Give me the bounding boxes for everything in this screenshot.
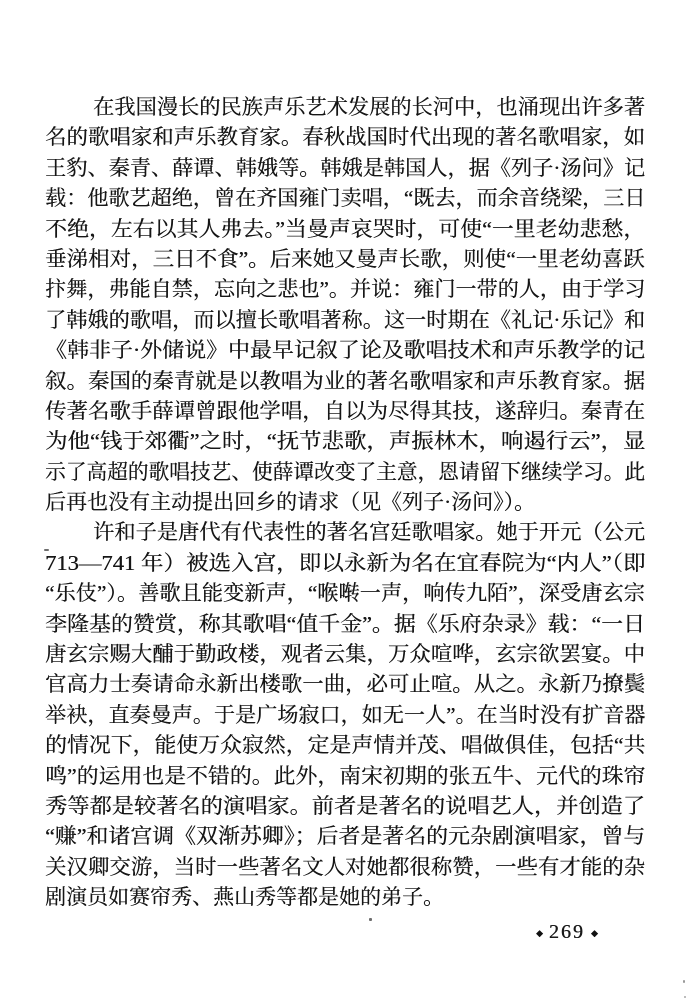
- text-line-content: 《韩非子·外储说》中最早记叙了论及歌唱技术和声乐教学的记: [45, 338, 645, 363]
- text-line-content: 关汉卿交游，当时一些著名文人对她都很称赞，一些有才能的杂: [45, 854, 645, 879]
- text-line-content: 鸣”的运用也是不错的。此外，南宋初期的张五牛、元代的珠帘: [45, 763, 646, 788]
- text-line-content: 官高力士奏请命永新出楼歌一曲，必可止喧。从之。永新乃撩鬓: [45, 672, 645, 697]
- text-line: [45, 366, 645, 396]
- scan-speck: [683, 980, 685, 983]
- text-line: [45, 335, 645, 365]
- text-line-content: 在我国漫长的民族声乐艺术发展的长河中，也涌现出许多著: [93, 95, 646, 119]
- text-line-content: 示了高超的歌唱技艺、使薛谭改变了主意，恩请留下继续学习。此: [45, 459, 645, 484]
- text-line: [45, 761, 645, 791]
- text-line: [45, 244, 645, 274]
- text-line: [45, 548, 645, 578]
- text-line: [45, 852, 645, 882]
- text-line: [45, 639, 645, 669]
- text-line-content: 后再也没有主动提出回乡的请求（见《列子·汤问》）。: [45, 490, 535, 515]
- text-line: [45, 609, 645, 639]
- text-line: [45, 92, 645, 122]
- text-line-content: 名的歌唱家和声乐教育家。春秋战国时代出现的著名歌唱家，如: [45, 125, 645, 150]
- paragraph-1: [45, 92, 645, 517]
- text-line: [45, 457, 645, 487]
- text-line-content: 垂涕相对，三日不食”。后来她又曼声长歌，则使“一里老幼喜跃: [45, 246, 645, 271]
- page-number-value: 269: [548, 921, 585, 943]
- text-line: [45, 578, 645, 608]
- text-line-content: 剧演员如赛帘秀、燕山秀等都是她的弟子。: [45, 885, 444, 910]
- text-line-content: 李隆基的赞赏，称其歌唱“值千金”。据《乐府杂录》载：“一日: [45, 611, 645, 636]
- text-line: [45, 396, 645, 426]
- text-line-content: 了韩娥的歌唱，而以擅长歌唱著称。这一时期在《礼记·乐记》和: [45, 307, 646, 332]
- text-line: [45, 183, 645, 213]
- text-line-content: 不绝，左右以其人弗去。”当曼声哀哭时，可使“一里老幼悲愁，: [45, 216, 646, 241]
- text-line: [45, 821, 645, 851]
- text-line: [45, 274, 645, 304]
- text-line-content: “赚”和诸宫调《双渐苏卿》；后者是著名的元杂剧演唱家，曾与: [45, 824, 646, 849]
- text-line-content: 载：他歌艺超绝，曾在齐国雍门卖唱，“既去，而余音绕梁，三日: [45, 186, 646, 211]
- text-line-content: 王豹、秦青、薛谭、韩娥等。韩娥是韩国人，据《列子·汤问》记: [45, 155, 646, 180]
- text-line-content: 传著名歌手薛谭曾跟他学唱，自以为尽得其技，遂辞归。秦青在: [45, 398, 645, 423]
- text-line: [45, 122, 645, 152]
- diamond-dot-icon: ◆: [536, 928, 543, 938]
- scan-speck: [684, 996, 686, 998]
- text-line-content: 秀等都是较著名的演唱家。前者是著名的说唱艺人，并创造了: [45, 793, 645, 818]
- text-line-content: 举袂，直奏曼声。于是广场寂口，如无一人”。在当时没有扩音器: [45, 702, 646, 727]
- text-line-content: 713—741 年）被选入宫，即以永新为名在宜春院为“内人”（即: [45, 550, 646, 575]
- text-line: [45, 700, 645, 730]
- text-line: [45, 669, 645, 699]
- body-text: [45, 92, 645, 913]
- scan-speck: [44, 549, 49, 551]
- text-line-content: 唐玄宗赐大酺于勤政楼，观者云集，万众喧哗，玄宗欲罢宴。中: [45, 642, 645, 667]
- text-line-content: 许和子是唐代有代表性的著名宫廷歌唱家。她于开元（公元: [93, 520, 646, 545]
- page-number: [530, 920, 604, 944]
- text-line: [45, 153, 645, 183]
- text-line-content: 叙。秦国的秦青就是以教唱为业的著名歌唱家和声乐教育家。据: [45, 368, 645, 393]
- text-line: [45, 517, 645, 547]
- text-line-content: 的情况下，能使万众寂然，定是声情并茂、唱做俱佳，包括“共: [45, 733, 646, 758]
- text-line: [45, 730, 645, 760]
- scan-speck: [369, 918, 372, 921]
- text-line-content: 抃舞，弗能自禁，忘向之悲也”。并说：雍门一带的人，由于学习: [45, 277, 646, 302]
- paragraph-2: [45, 517, 645, 912]
- text-line: [45, 791, 645, 821]
- text-line: [45, 487, 645, 517]
- text-line: [45, 305, 645, 335]
- text-line: [45, 214, 645, 244]
- text-line-content: “乐伎”）。善歌且能变新声，“喉啭一声，响传九陌”，深受唐玄宗: [45, 581, 645, 606]
- text-line: [45, 882, 645, 912]
- text-line-content: 为他“钱于郊衢”之时，“抚节悲歌，声振林木，响遏行云”，显: [45, 429, 646, 454]
- text-line: [45, 426, 645, 456]
- diamond-dot-icon: ◆: [590, 928, 598, 938]
